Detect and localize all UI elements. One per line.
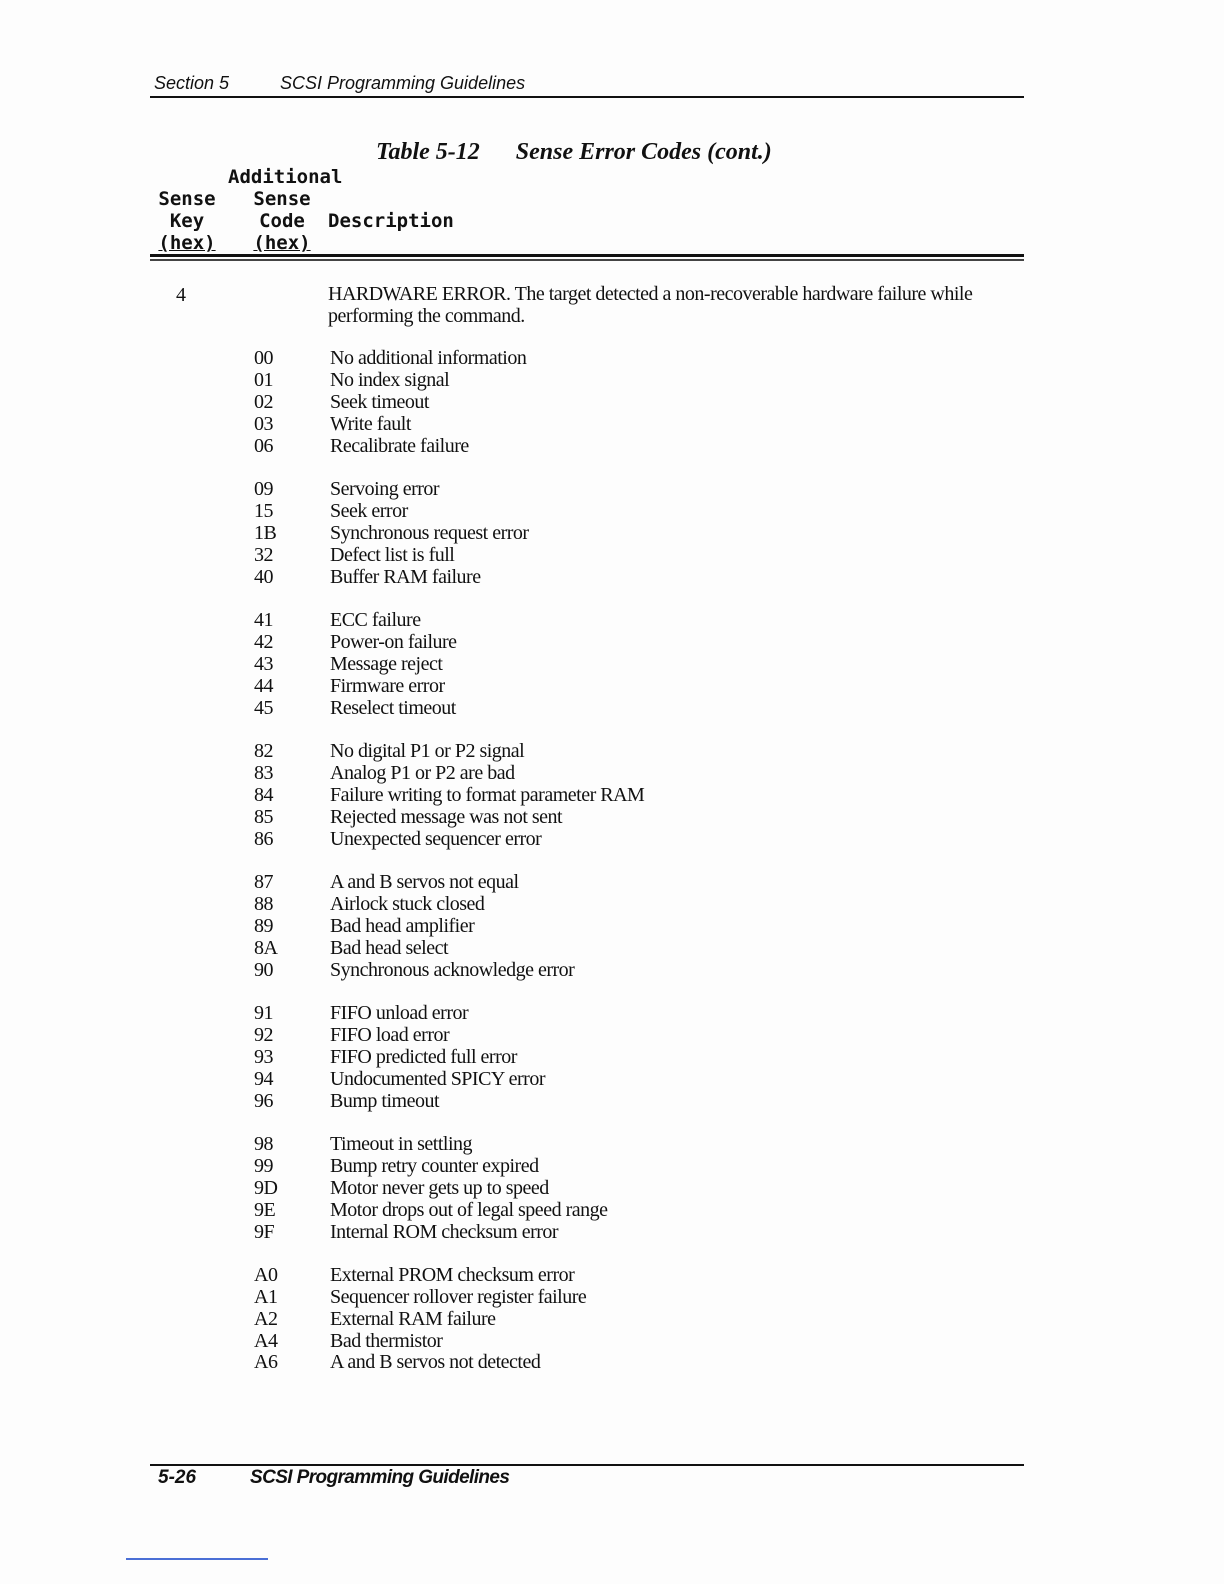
asc-code: 88 [254, 893, 273, 916]
header-rule-secondary [150, 259, 1024, 261]
table-row [252, 1308, 1012, 1330]
asc-description: Bad thermistor [330, 1329, 443, 1352]
asc-description: Airlock stuck closed [330, 893, 485, 916]
asc-code: 9F [254, 1220, 275, 1243]
code-list [252, 348, 1012, 1396]
header-title: SCSI Programming Guidelines [280, 73, 526, 93]
asc-code: 02 [254, 391, 273, 413]
asc-description: Buffer RAM failure [330, 565, 481, 588]
asc-description: Write fault [330, 412, 411, 435]
asc-code: 86 [254, 827, 273, 850]
table-row [252, 675, 1012, 697]
asc-description: Rejected message was not sent [330, 805, 563, 828]
asc-code: A0 [254, 1264, 278, 1287]
asc-description: Timeout in settling [330, 1133, 473, 1156]
asc-description: Internal ROM checksum error [330, 1220, 559, 1243]
asc-code: 82 [254, 740, 273, 763]
asc-code: A6 [254, 1351, 278, 1374]
table-row [252, 828, 1012, 850]
asc-description: Synchronous request error [330, 521, 529, 544]
asc-code: 83 [254, 762, 273, 785]
table-number: Table 5-12 [376, 139, 480, 165]
asc-code: 89 [254, 914, 273, 937]
table-row [252, 763, 1012, 785]
asc-code: 01 [254, 369, 273, 392]
table-row [252, 413, 1012, 435]
code-group [252, 479, 1012, 588]
table-row [252, 1199, 1012, 1221]
asc-description: Bad head select [330, 936, 448, 959]
asc-code: 03 [254, 412, 273, 435]
code-group [252, 1134, 1012, 1243]
sense-key-header-line: Key [169, 210, 205, 232]
table-row [252, 1287, 1012, 1309]
asc-description: No digital P1 or P2 signal [330, 740, 525, 763]
asc-description: Power-on failure [330, 631, 457, 654]
asc-header-line: (hex) [253, 232, 311, 254]
asc-code: 91 [254, 1002, 273, 1025]
asc-code: 87 [254, 871, 273, 894]
table-row [252, 741, 1012, 763]
footer-title: SCSI Programming Guidelines [250, 1467, 510, 1488]
sense-key-value: 4 [176, 284, 186, 306]
header-rule [150, 254, 1024, 257]
asc-code: 96 [254, 1089, 273, 1112]
asc-description: Message reject [330, 652, 443, 675]
asc-header-line: Additional [228, 166, 343, 188]
code-group [252, 872, 1012, 981]
scan-artifact-line [126, 1558, 268, 1560]
asc-code: 06 [254, 434, 273, 457]
asc-description: FIFO predicted full error [330, 1045, 517, 1068]
asc-description: Firmware error [330, 674, 445, 697]
code-group [252, 610, 1012, 719]
table-row [252, 566, 1012, 588]
asc-description: Bad head amplifier [330, 914, 475, 937]
table-row [252, 1025, 1012, 1047]
table-row [252, 1068, 1012, 1090]
table-row [252, 610, 1012, 632]
asc-description: Undocumented SPICY error [330, 1067, 545, 1090]
asc-code: A2 [254, 1307, 278, 1330]
table-row [252, 1090, 1012, 1112]
asc-header-line: Code [259, 210, 305, 232]
table-row [252, 937, 1012, 959]
asc-description: Bump timeout [330, 1089, 439, 1112]
header-section: Section 5 [154, 73, 230, 93]
asc-code: 00 [254, 347, 273, 370]
asc-code: 99 [254, 1155, 273, 1178]
asc-code: 85 [254, 805, 273, 828]
table-row [252, 1221, 1012, 1243]
table-row [252, 370, 1012, 392]
asc-description: Defect list is full [330, 543, 455, 566]
table-row [252, 1047, 1012, 1069]
asc-description: No additional information [330, 347, 527, 370]
footer-rule [150, 1464, 1024, 1466]
asc-description: Analog P1 or P2 are bad [330, 762, 515, 785]
asc-code: 98 [254, 1133, 273, 1156]
table-row [252, 1178, 1012, 1200]
sense-key-header-line: (hex) [158, 232, 216, 254]
asc-code: 41 [254, 609, 273, 632]
asc-code: 84 [254, 783, 273, 806]
asc-code: A4 [254, 1329, 278, 1352]
sense-key-header-line: Sense [158, 188, 216, 210]
asc-description: Motor never gets up to speed [330, 1176, 549, 1199]
asc-description: Seek error [330, 500, 408, 523]
column-header-sense-key [155, 188, 219, 254]
asc-code: 1B [254, 521, 277, 544]
table-row [252, 959, 1012, 981]
table-row [252, 1352, 1012, 1374]
table-row [252, 501, 1012, 523]
table-row [252, 785, 1012, 807]
asc-code: A1 [254, 1286, 278, 1309]
table-row [252, 348, 1012, 370]
table-caption: Sense Error Codes (cont.) [515, 139, 772, 165]
asc-code: 90 [254, 958, 273, 981]
asc-description: A and B servos not detected [330, 1351, 541, 1374]
table-row [252, 1134, 1012, 1156]
asc-code: 45 [254, 696, 273, 719]
table-row [252, 654, 1012, 676]
asc-code: 09 [254, 478, 273, 501]
code-group [252, 1003, 1012, 1112]
code-group [252, 1265, 1012, 1374]
asc-description: Unexpected sequencer error [330, 827, 542, 850]
asc-code: 93 [254, 1045, 273, 1068]
asc-description: Reselect timeout [330, 696, 456, 719]
table-row [252, 479, 1012, 501]
asc-description: FIFO load error [330, 1024, 450, 1047]
asc-description: Sequencer rollover register failure [330, 1286, 587, 1309]
asc-code: 15 [254, 500, 273, 523]
table-row [252, 435, 1012, 457]
table-row [252, 806, 1012, 828]
asc-code: 44 [254, 674, 273, 697]
asc-description: A and B servos not equal [330, 871, 519, 894]
table-row [252, 523, 1012, 545]
table-row [252, 894, 1012, 916]
table-row [252, 1265, 1012, 1287]
asc-code: 42 [254, 631, 273, 654]
table-title [376, 139, 772, 166]
table-row [252, 697, 1012, 719]
table-row [252, 632, 1012, 654]
table-row [252, 872, 1012, 894]
asc-description: Seek timeout [330, 391, 429, 413]
code-group [252, 348, 1012, 457]
table-row [252, 916, 1012, 938]
asc-description: FIFO unload error [330, 1002, 469, 1025]
asc-description: ECC failure [330, 609, 421, 632]
asc-description: Bump retry counter expired [330, 1155, 539, 1178]
asc-code: 9E [254, 1198, 276, 1221]
asc-description: Synchronous acknowledge error [330, 958, 575, 981]
asc-code: 8A [254, 936, 278, 959]
asc-description: Recalibrate failure [330, 434, 469, 457]
table-row [252, 392, 1012, 414]
asc-description: No index signal [330, 369, 450, 392]
asc-description: External RAM failure [330, 1307, 496, 1330]
asc-code: 9D [254, 1176, 278, 1199]
table-row [252, 1330, 1012, 1352]
column-header-asc [228, 166, 343, 254]
asc-code: 43 [254, 652, 273, 675]
table-row [252, 1003, 1012, 1025]
table-row [252, 544, 1012, 566]
table-row [252, 1156, 1012, 1178]
asc-description: External PROM checksum error [330, 1264, 575, 1287]
asc-description: Servoing error [330, 478, 440, 501]
asc-code: 94 [254, 1067, 273, 1090]
column-header-description: Description [328, 210, 454, 232]
asc-code: 32 [254, 543, 273, 566]
running-header [150, 72, 1024, 98]
footer-page-number: 5-26 [158, 1467, 197, 1488]
asc-code: 40 [254, 565, 273, 588]
asc-description: Failure writing to format parameter RAM [330, 783, 645, 806]
asc-description: Motor drops out of legal speed range [330, 1198, 608, 1221]
sense-key-description: HARDWARE ERROR. The target detected a non-recoverable hardware failure while performing the command. [328, 283, 973, 327]
code-group [252, 741, 1012, 850]
asc-code: 92 [254, 1024, 273, 1047]
asc-header-line: Sense [253, 188, 311, 210]
